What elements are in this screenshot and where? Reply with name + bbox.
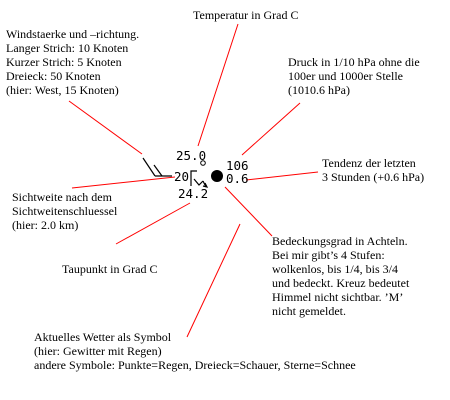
pressure-annotation-line: 100er und 1000er Stelle (288, 69, 403, 83)
cloud-cover-annotation-line: Himmel nicht sichtbar. ’M’ (272, 290, 404, 304)
thunderstorm-rain-icon (191, 171, 207, 187)
cloud-cover-annotation-line: wolkenlos, bis 1/4, bis 3/4 (272, 262, 399, 276)
leader-line-tendency (246, 172, 318, 180)
wind-annotation-line: (hier: West, 15 Knoten) (6, 83, 119, 97)
wind-annotation-line: Langer Strich: 10 Knoten (6, 41, 129, 55)
wind-annotation (6, 27, 139, 97)
wind-barb-icon (143, 158, 172, 176)
pressure-value: 106 (226, 158, 249, 173)
tendency-annotation-line: 3 Stunden (+0.6 hPa) (322, 170, 425, 184)
cloud-cover-annotation-line: nicht gemeldet. (272, 304, 346, 318)
cloud-cover-annotation-line: und bedeckt. Kreuz bedeutet (272, 276, 410, 290)
visibility-value: 20 (174, 169, 190, 184)
temperature-annotation: Temperatur in Grad C (193, 8, 299, 22)
tendency-annotation (322, 156, 424, 184)
station-circle-icon (211, 170, 223, 182)
visibility-annotation-line: Sichtweite nach dem (12, 190, 112, 204)
wind-annotation-line: Windstaerke und –richtung. (6, 27, 140, 41)
leader-line-cloud-cover (225, 187, 272, 236)
wind-annotation-line: Dreieck: 50 Knoten (6, 69, 101, 83)
tendency-annotation-line: Tendenz der letzten (322, 156, 416, 170)
dewpoint-annotation: Taupunkt in Grad C (62, 262, 158, 276)
dewpoint-value: 24.2 (178, 186, 209, 201)
visibility-annotation-line: (hier: 2.0 km) (12, 218, 79, 232)
temperature-value: 25.0 (176, 148, 207, 163)
leader-line-visibility (72, 177, 175, 188)
weather-annotation-line: Aktuelles Wetter als Symbol (34, 330, 172, 344)
weather-annotation-line: andere Symbole: Punkte=Regen, Dreieck=Schauer, Sterne=Schnee (34, 358, 356, 372)
cloud-cover-annotation-line: Bei mir gibt’s 4 Stufen: (272, 248, 385, 262)
weather-annotation-line: (hier: Gewitter mit Regen) (34, 344, 162, 358)
leader-line-weather (187, 224, 240, 337)
pressure-annotation (288, 55, 420, 97)
weather-annotation (34, 330, 356, 372)
leader-line-pressure (242, 103, 300, 155)
pressure-annotation-line: Druck in 1/10 hPa ohne die (288, 55, 420, 69)
cloud-cover-annotation (272, 234, 409, 318)
wind-annotation-line: Kurzer Strich: 5 Knoten (6, 55, 122, 69)
leader-line-wind (69, 101, 142, 154)
visibility-annotation (12, 190, 117, 232)
tendency-value: 0.6 (226, 171, 249, 186)
leader-line-dewpoint (116, 203, 190, 244)
leader-line-temperature (198, 24, 238, 146)
cloud-cover-annotation-line: Bedeckungsgrad in Achteln. (272, 234, 408, 248)
visibility-annotation-line: Sichtweitenschluessel (12, 204, 118, 218)
pressure-annotation-line: (1010.6 hPa) (288, 83, 350, 97)
